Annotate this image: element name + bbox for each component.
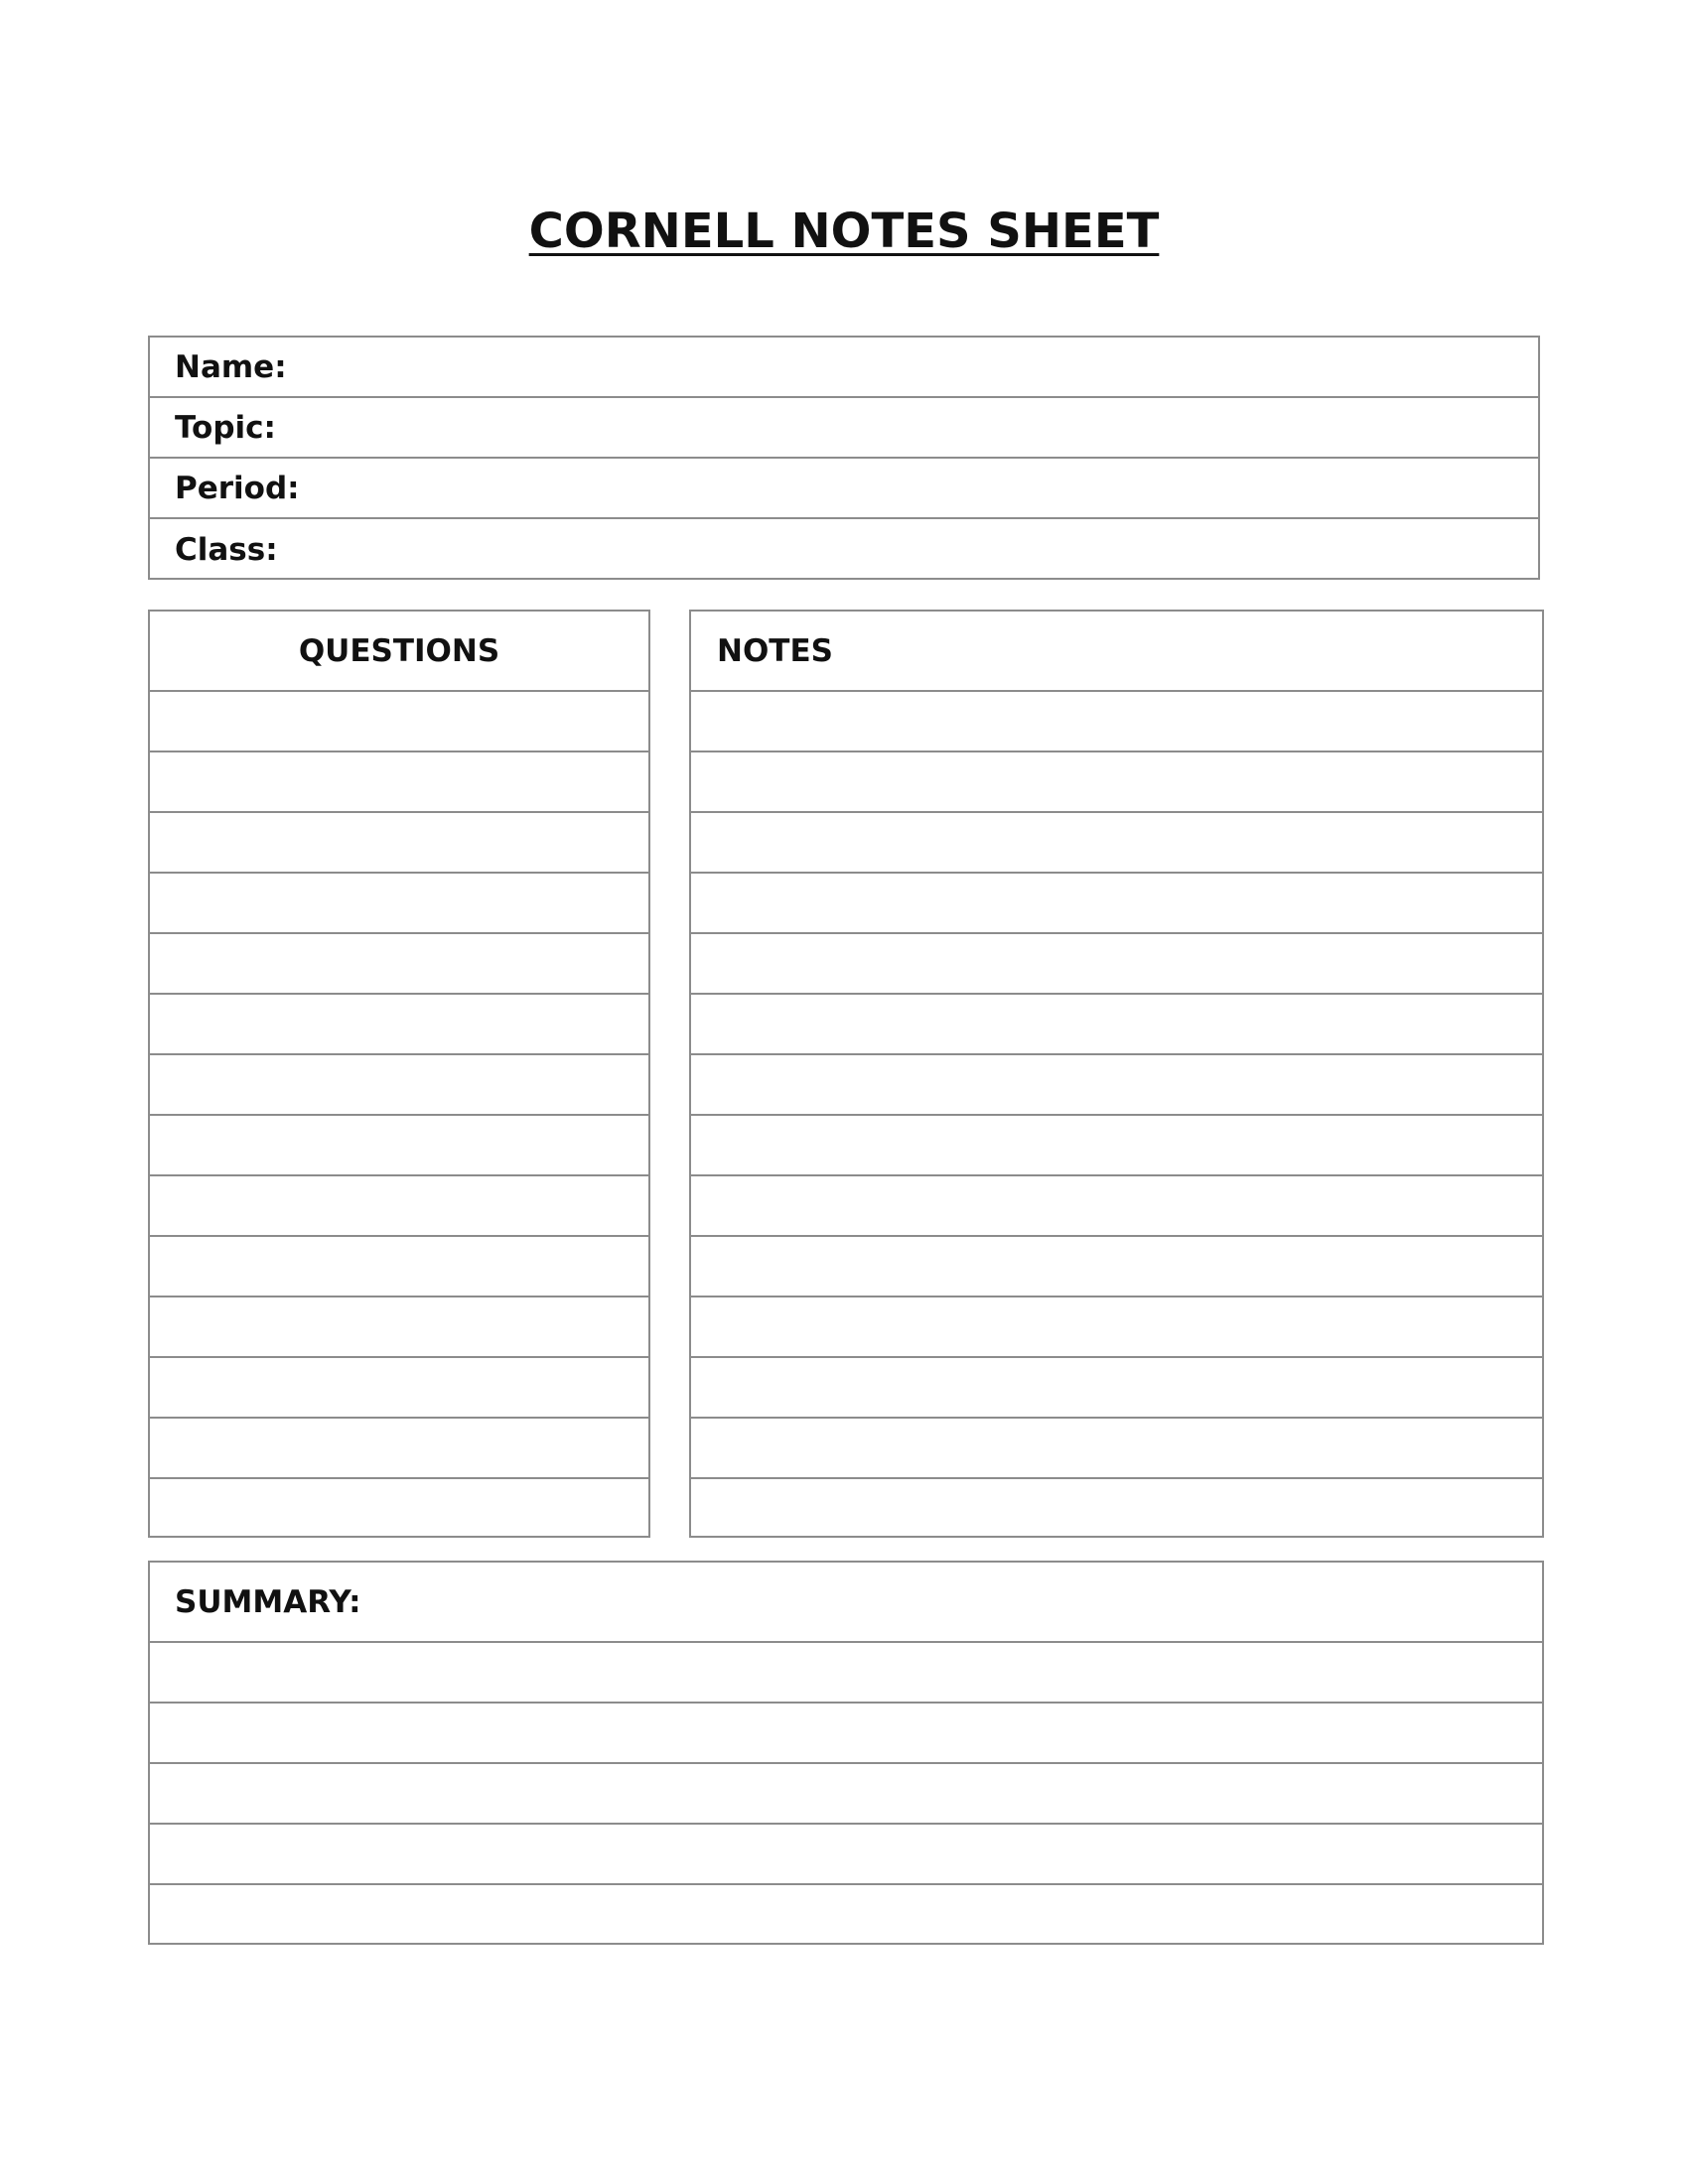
- notes-header: NOTES: [691, 612, 1542, 692]
- question-line[interactable]: [150, 1419, 648, 1479]
- question-line[interactable]: [150, 1116, 648, 1176]
- questions-header: QUESTIONS: [150, 612, 648, 692]
- info-table: [148, 336, 1540, 580]
- summary-line[interactable]: [150, 1704, 1542, 1764]
- question-line[interactable]: [150, 1358, 648, 1419]
- summary-header: SUMMARY:: [150, 1563, 1542, 1643]
- notes-line[interactable]: [691, 1419, 1542, 1479]
- name-field[interactable]: [150, 338, 1538, 398]
- question-line[interactable]: [150, 874, 648, 934]
- period-label: Period:: [175, 470, 300, 506]
- topic-label: Topic:: [175, 409, 276, 446]
- notes-line[interactable]: [691, 1055, 1542, 1116]
- question-line[interactable]: [150, 1055, 648, 1116]
- notes-line[interactable]: [691, 1116, 1542, 1176]
- summary-line[interactable]: [150, 1885, 1542, 1946]
- questions-column: [148, 610, 650, 1538]
- summary-line[interactable]: [150, 1825, 1542, 1885]
- question-line[interactable]: [150, 813, 648, 874]
- class-label: Class:: [175, 531, 278, 568]
- question-line[interactable]: [150, 692, 648, 752]
- notes-column: [689, 610, 1544, 1538]
- period-field[interactable]: [150, 459, 1538, 519]
- notes-line[interactable]: [691, 813, 1542, 874]
- notes-line[interactable]: [691, 874, 1542, 934]
- question-line[interactable]: [150, 934, 648, 995]
- notes-line[interactable]: [691, 1237, 1542, 1297]
- summary-section: [148, 1561, 1544, 1945]
- name-label: Name:: [175, 348, 287, 385]
- notes-line[interactable]: [691, 934, 1542, 995]
- notes-line[interactable]: [691, 995, 1542, 1055]
- question-line[interactable]: [150, 995, 648, 1055]
- topic-field[interactable]: [150, 398, 1538, 459]
- notes-line[interactable]: [691, 1176, 1542, 1237]
- question-line[interactable]: [150, 1237, 648, 1297]
- class-field[interactable]: [150, 519, 1538, 580]
- page-title: [0, 197, 1688, 266]
- notes-line[interactable]: [691, 1297, 1542, 1358]
- summary-line[interactable]: [150, 1643, 1542, 1704]
- question-line[interactable]: [150, 1479, 648, 1540]
- summary-line[interactable]: [150, 1764, 1542, 1825]
- question-line[interactable]: [150, 1176, 648, 1237]
- question-line[interactable]: [150, 1297, 648, 1358]
- page-title-text: CORNELL NOTES SHEET: [528, 204, 1160, 259]
- notes-line[interactable]: [691, 1479, 1542, 1540]
- question-line[interactable]: [150, 752, 648, 813]
- notes-line[interactable]: [691, 752, 1542, 813]
- notes-line[interactable]: [691, 1358, 1542, 1419]
- notes-line[interactable]: [691, 692, 1542, 752]
